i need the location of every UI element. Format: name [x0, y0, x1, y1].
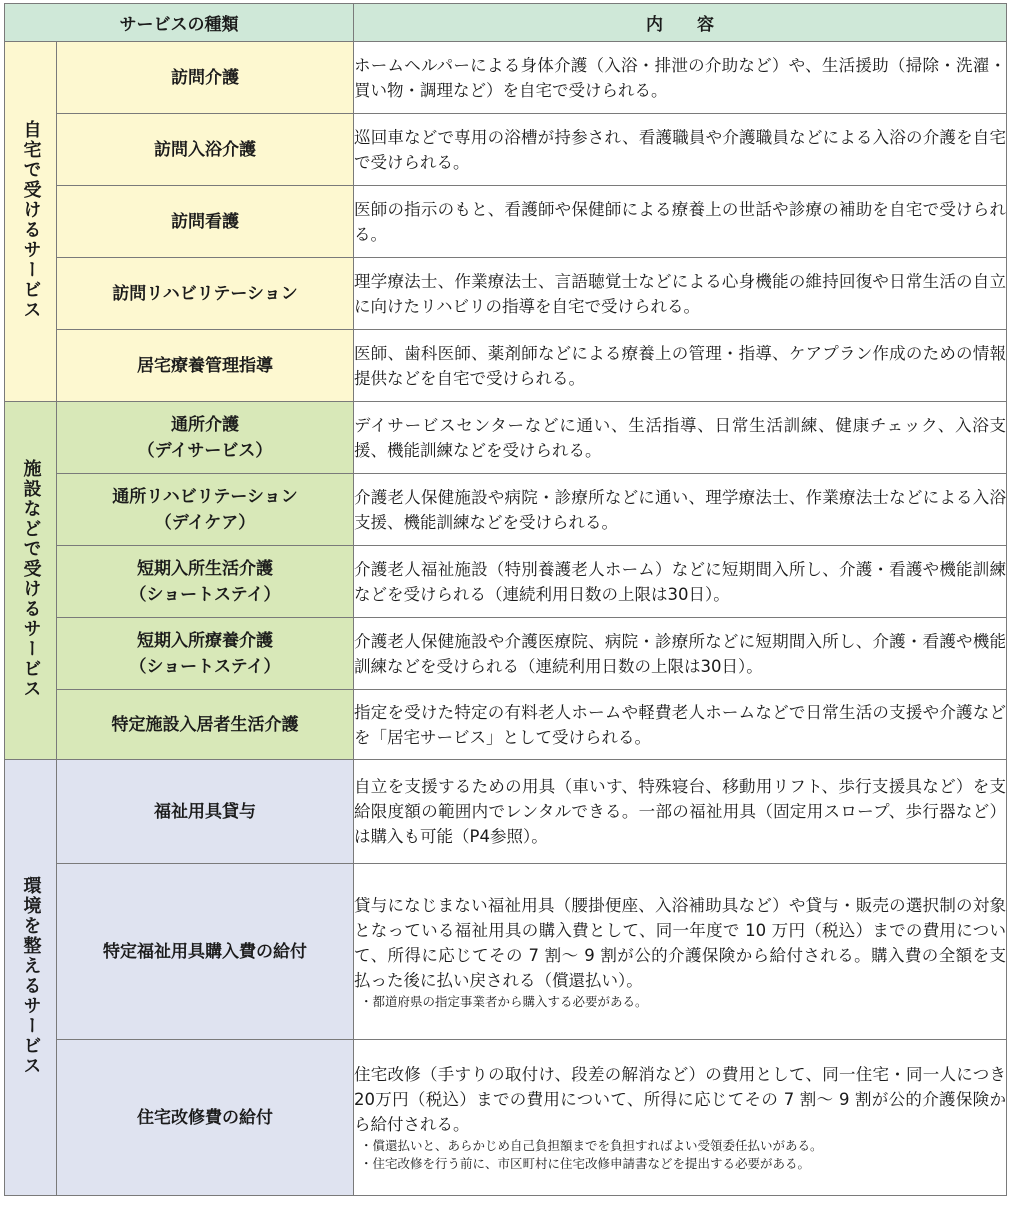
service-name-cell: [57, 186, 354, 258]
service-note: ・住宅改修を行う前に、市区町村に住宅改修申請書などを提出する必要がある。: [360, 1156, 811, 1171]
service-name: 訪問リハビリテーション: [112, 283, 298, 304]
table-row: [5, 618, 1007, 690]
service-name: 特定福祉用具購入費の給付: [103, 941, 307, 962]
table-row: [5, 690, 1007, 760]
service-description-cell: [354, 114, 1007, 186]
service-description: 貸与になじまない福祉用具（腰掛便座、入浴補助具など）や貸与・販売の選択制の対象となっている福祉用具の購入費として、同一年度で 10 万円（税込）までの費用について、所得に応じてその 7 割～ 9 割が公的介護保険から給付される。購入費の全額を支払った後に払い戻される（償還払い）。: [354, 895, 1006, 990]
table-row: [5, 402, 1007, 474]
service-description-cell: [354, 186, 1007, 258]
table-row: [5, 1040, 1007, 1196]
service-description-cell: [354, 474, 1007, 546]
service-description: 理学療法士、作業療法士、言語聴覚士などによる心身機能の維持回復や日常生活の自立に向けたリハビリの指導を自宅で受けられる。: [354, 271, 1007, 316]
service-name: 通所介護: [171, 414, 239, 435]
service-name-cell: [57, 474, 354, 546]
service-description-cell: [354, 1040, 1007, 1196]
service-name-cell: [57, 402, 354, 474]
service-name-cell: [57, 42, 354, 114]
service-name-cell: [57, 114, 354, 186]
service-description-cell: [354, 42, 1007, 114]
service-name-cell: [57, 760, 354, 864]
service-name: 福祉用具貸与: [154, 801, 256, 822]
table-row: [5, 330, 1007, 402]
services-table: [4, 3, 1007, 1196]
service-description-cell: [354, 760, 1007, 864]
service-description: 介護老人福祉施設（特別養護老人ホーム）などに短期間入所し、介護・看護や機能訓練などを受けられる（連続利用日数の上限は30日）。: [354, 559, 1006, 604]
service-name: （ショートステイ）: [129, 584, 281, 605]
service-name-cell: [57, 864, 354, 1040]
service-description-cell: [354, 690, 1007, 760]
service-name: 通所リハビリテーション: [112, 486, 298, 507]
service-description: デイサービスセンターなどに通い、生活指導、日常生活訓練、健康チェック、入浴支援、機能訓練などを受けられる。: [354, 415, 1006, 460]
service-name: （デイケア）: [154, 512, 256, 533]
service-description-cell: [354, 402, 1007, 474]
service-name: （ショートステイ）: [129, 656, 281, 677]
service-name: （デイサービス）: [137, 440, 273, 461]
header-service-type: サービスの種類: [5, 4, 354, 42]
service-description: 介護老人保健施設や介護医療院、病院・診療所などに短期間入所し、介護・看護や機能訓練などを受けられる（連続利用日数の上限は30日）。: [354, 631, 1007, 676]
service-description: ホームヘルパーによる身体介護（入浴・排泄の介助など）や、生活援助（掃除・洗濯・買い物・調理など）を自宅で受けられる。: [354, 55, 1006, 100]
service-name: 特定施設入居者生活介護: [111, 714, 299, 735]
category-cell: [5, 760, 57, 1196]
service-name: 訪問介護: [171, 67, 239, 88]
service-description: 住宅改修（手すりの取付け、段差の解消など）の費用として、同一住宅・同一人につき 20万円（税込）までの費用について、所得に応じてその 7 割～ 9 割が公的介護保険から給付される。: [354, 1065, 1006, 1134]
service-name: 短期入所生活介護: [137, 558, 273, 579]
table-row: [5, 42, 1007, 114]
table-row: [5, 760, 1007, 864]
category-cell: [5, 402, 57, 760]
service-description-cell: [354, 258, 1007, 330]
service-name-cell: [57, 1040, 354, 1196]
service-name: 短期入所療養介護: [137, 630, 273, 651]
table-row: [5, 546, 1007, 618]
category-label: 環境を整えるサービス: [20, 875, 42, 1076]
table-row: [5, 258, 1007, 330]
service-name-cell: [57, 546, 354, 618]
table-row: [5, 114, 1007, 186]
service-description-cell: [354, 618, 1007, 690]
service-note: ・都道府県の指定事業者から購入する必要がある。: [360, 993, 648, 1009]
service-name-cell: [57, 258, 354, 330]
table-row: [5, 474, 1007, 546]
service-name-cell: [57, 690, 354, 760]
service-description: 指定を受けた特定の有料老人ホームや軽費老人ホームなどで日常生活の支援や介護などを「居宅サービス」として受けられる。: [354, 702, 1006, 747]
service-description: 巡回車などで専用の浴槽が持参され、看護職員や介護職員などによる入浴の介護を自宅で受けられる。: [354, 127, 1006, 172]
service-name: 住宅改修費の給付: [137, 1107, 273, 1128]
service-description: 自立を支援するための用具（車いす、特殊寝台、移動用リフト、歩行支援具など）を支給限度額の範囲内でレンタルできる。一部の福祉用具（固定用スロープ、歩行器など）は購入も可能（P4参照）。: [354, 777, 1006, 846]
service-description-cell: [354, 864, 1007, 1040]
table-row: [5, 186, 1007, 258]
category-label: 自宅で受けるサービス: [20, 119, 42, 320]
category-label: 施設などで受けるサービス: [20, 458, 42, 699]
category-cell: [5, 42, 57, 402]
service-name: 訪問入浴介護: [154, 139, 256, 160]
service-name-cell: [57, 618, 354, 690]
service-description: 介護老人保健施設や病院・診療所などに通い、理学療法士、作業療法士などによる入浴支援、機能訓練などを受けられる。: [354, 487, 1006, 532]
service-description-cell: [354, 546, 1007, 618]
header-content: 内 容: [354, 4, 1007, 42]
service-name-cell: [57, 330, 354, 402]
service-description-cell: [354, 330, 1007, 402]
service-description: 医師の指示のもと、看護師や保健師による療養上の世話や診療の補助を自宅で受けられる。: [354, 199, 1006, 244]
service-name: 訪問看護: [171, 211, 239, 232]
table-row: [5, 864, 1007, 1040]
header-row: [5, 4, 1007, 42]
service-name: 居宅療養管理指導: [137, 355, 273, 376]
service-note: ・償還払いと、あらかじめ自己負担額までを負担すればよい受領委任払いがある。: [360, 1138, 823, 1153]
service-description: 医師、歯科医師、薬剤師などによる療養上の管理・指導、ケアプラン作成のための情報提供などを自宅で受けられる。: [354, 343, 1006, 388]
